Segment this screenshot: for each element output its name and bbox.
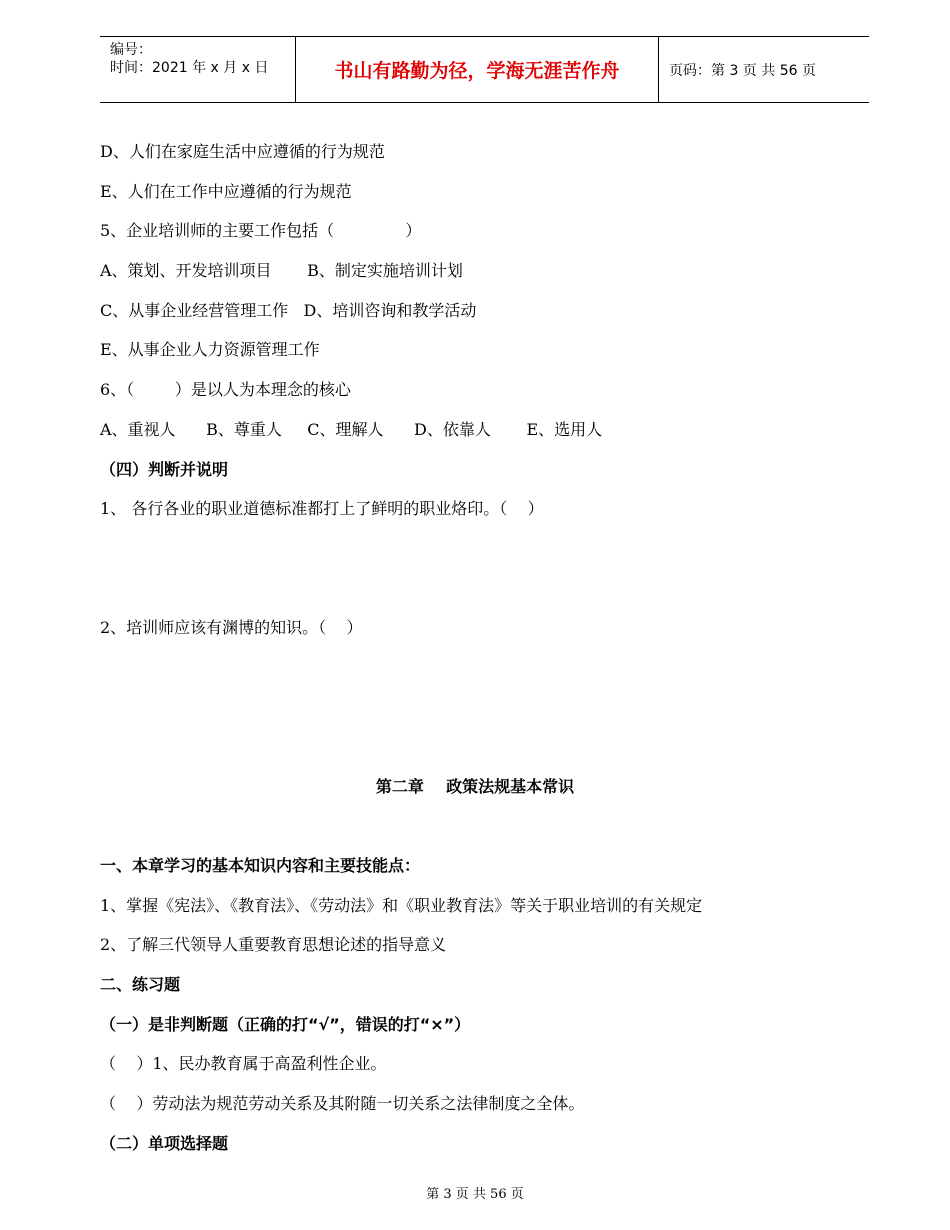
- judgement-item-2: 2、培训师应该有渊博的知识。（ ）: [100, 618, 363, 637]
- option-d-family: D、人们在家庭生活中应遵循的行为规范: [100, 142, 385, 161]
- time-label: 时间：2021 年 x 月 x 日: [110, 60, 269, 76]
- question-5-options-cd: C、从事企业经营管理工作 D、培训咨询和教学活动: [100, 301, 477, 320]
- judgement-item-1: 1、 各行各业的职业道德标准都打上了鲜明的职业烙印。（ ）: [100, 499, 544, 518]
- question-5: 5、企业培训师的主要工作包括（ ）: [100, 221, 422, 240]
- section-one-heading: 一、本章学习的基本知识内容和主要技能点：: [100, 856, 421, 875]
- page-footer: 第 3 页 共 56 页: [426, 1187, 524, 1202]
- question-6: 6、（ ）是以人为本理念的核心: [100, 380, 351, 399]
- header-page-info: [659, 37, 869, 102]
- option-e-work: E、人们在工作中应遵循的行为规范: [100, 182, 352, 201]
- header-meta: [100, 37, 296, 102]
- true-false-item-1: （ ）1、民办教育属于高盈利性企业。: [100, 1054, 387, 1073]
- page-header: [100, 36, 869, 103]
- section-judgement-heading: （四）判断并说明: [100, 460, 229, 479]
- question-5-option-e: E、从事企业人力资源管理工作: [100, 340, 320, 359]
- chapter-title: 第二章 政策法规基本常识: [375, 777, 575, 796]
- section-two-heading: 二、练习题: [100, 975, 181, 994]
- page-info-text: 页码：第 3 页 共 56 页: [669, 62, 816, 79]
- single-choice-heading: （二）单项选择题: [100, 1134, 229, 1153]
- true-false-item-2: （ ）劳动法为规范劳动关系及其附随一切关系之法律制度之全体。: [100, 1094, 585, 1113]
- header-motto: 书山有路勤为径，学海无涯苦作舟: [296, 37, 659, 102]
- skill-point-2: 2、了解三代领导人重要教育思想论述的指导意义: [100, 935, 447, 954]
- question-5-options-ab: A、策划、开发培训项目 B、制定实施培训计划: [100, 261, 463, 280]
- true-false-heading: （一）是非判断题（正确的打“√”，错误的打“×”）: [100, 1015, 471, 1034]
- question-6-options: A、重视人 B、尊重人 C、理解人 D、依靠人 E、选用人: [100, 420, 603, 439]
- serial-label: 编号：: [110, 42, 152, 58]
- skill-point-1: 1、掌握《宪法》、《教育法》、《劳动法》和《职业教育法》等关于职业培训的有关规定: [100, 896, 703, 915]
